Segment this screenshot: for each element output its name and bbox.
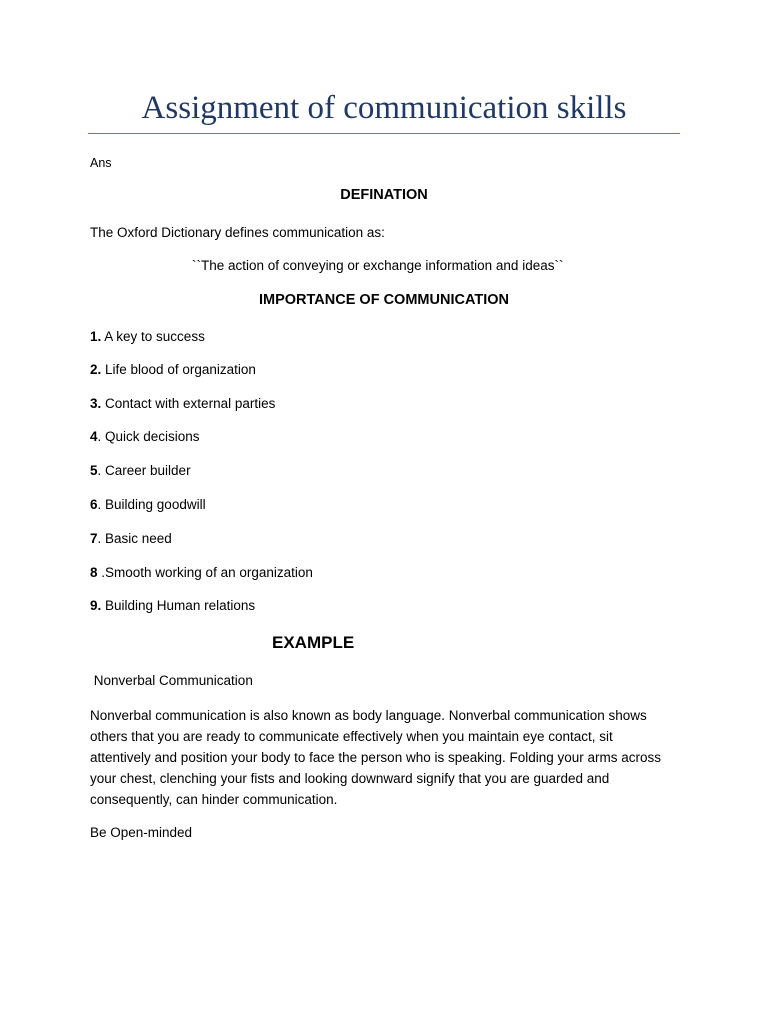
- list-item-text: . Quick decisions: [97, 429, 200, 444]
- list-item: [90, 597, 255, 615]
- open-minded-line: Be Open-minded: [90, 825, 193, 840]
- definition-quote: ``The action of conveying or exchange information and ideas``: [192, 258, 564, 273]
- ans-label: Ans: [90, 156, 112, 170]
- list-item-text: . Building goodwill: [97, 497, 206, 512]
- list-item: [90, 496, 206, 514]
- paragraph-line: others that you are ready to communicate effectively when you maintain eye contact, sit: [90, 729, 613, 744]
- list-item: [90, 564, 313, 582]
- paragraph-line: your chest, clenching your fists and looking downward signify that you are guarded and: [90, 771, 610, 786]
- paragraph-line: consequently, can hinder communication.: [90, 792, 338, 807]
- document-title: Assignment of communication skills: [141, 90, 627, 126]
- list-item-text: . Basic need: [97, 531, 172, 546]
- list-item-number: 5: [90, 463, 98, 478]
- list-item-text: .Smooth working of an organization: [97, 565, 313, 580]
- paragraph-line: attentively and position your body to face the person who is speaking. Folding your arms across: [90, 750, 662, 765]
- list-item: [90, 328, 205, 346]
- list-item: [90, 395, 275, 413]
- list-item-text: Life blood of organization: [101, 362, 256, 377]
- list-item: [90, 428, 200, 446]
- list-item-text: Building Human relations: [101, 598, 256, 613]
- title-underline: [88, 133, 680, 134]
- list-item-number: 1.: [90, 329, 102, 344]
- list-item: [90, 462, 191, 480]
- list-item: [90, 530, 172, 548]
- nonverbal-paragraph: [90, 705, 680, 810]
- importance-heading: IMPORTANCE OF COMMUNICATION: [259, 292, 509, 308]
- list-item-text: . Career builder: [97, 463, 191, 478]
- example-heading: EXAMPLE: [272, 633, 355, 652]
- list-item-number: 2.: [90, 362, 102, 377]
- list-item-number: 8: [90, 565, 98, 580]
- list-item: [90, 361, 256, 379]
- definition-intro: The Oxford Dictionary defines communication as:: [90, 225, 385, 240]
- list-item-text: Contact with external parties: [101, 396, 276, 411]
- paragraph-line: Nonverbal communication is also known as body language. Nonverbal communication shows: [90, 708, 647, 723]
- list-item-number: 6: [90, 497, 98, 512]
- list-item-number: 4: [90, 429, 98, 444]
- definition-heading: DEFINATION: [340, 187, 428, 203]
- nonverbal-subheading: Nonverbal Communication: [90, 673, 253, 688]
- list-item-number: 9.: [90, 598, 102, 613]
- list-item-number: 3.: [90, 396, 102, 411]
- list-item-text: A key to success: [101, 329, 205, 344]
- list-item-number: 7: [90, 531, 98, 546]
